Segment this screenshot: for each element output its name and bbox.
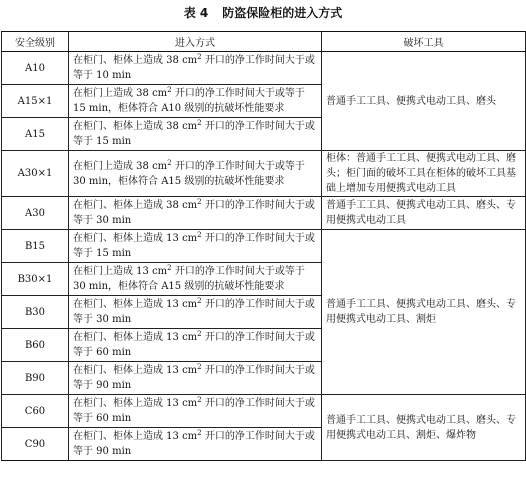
area-exponent: 2 xyxy=(167,86,172,94)
table-row xyxy=(2,197,526,230)
entry-method-table xyxy=(1,31,526,461)
security-level-cell: B30×1 xyxy=(2,263,69,296)
entry-text-end: 开口的净工作时间大于或等于 15 min xyxy=(73,121,315,147)
entry-text-end: 开口的净工作时间大于或等于 15 min，柜体符合 A10 级别的抗破坏性能要求 xyxy=(73,88,305,114)
entry-text-start: 在柜门、柜体上造成 13 cm xyxy=(73,299,198,310)
security-level-cell: B30 xyxy=(2,296,69,329)
entry-text-start: 在柜门上造成 38 cm xyxy=(73,88,168,99)
header-row xyxy=(2,32,526,52)
entry-text-end: 开口的净工作时间大于或等于 60 min xyxy=(73,332,315,358)
area-exponent: 2 xyxy=(197,231,202,239)
area-exponent: 2 xyxy=(197,330,202,338)
header-attack-tools: 破坏工具 xyxy=(322,32,526,52)
entry-text-end: 开口的净工作时间大于或等于 30 min，柜体符合 A15 级别的抗破坏性能要求 xyxy=(73,160,305,187)
entry-text-start: 在柜门、柜体上造成 38 cm xyxy=(73,55,198,66)
entry-method-cell xyxy=(69,395,322,428)
entry-text-start: 在柜门上造成 13 cm xyxy=(73,266,168,277)
security-level-cell: C90 xyxy=(2,428,69,461)
table-body xyxy=(2,52,526,461)
area-exponent: 2 xyxy=(197,297,202,305)
table-row xyxy=(2,395,526,428)
area-exponent: 2 xyxy=(197,363,202,371)
area-exponent: 2 xyxy=(197,396,202,404)
security-level-cell: B15 xyxy=(2,230,69,263)
entry-method-cell xyxy=(69,52,322,85)
security-level-cell: B90 xyxy=(2,362,69,395)
entry-method-cell xyxy=(69,263,322,296)
entry-method-cell xyxy=(69,329,322,362)
entry-method-cell xyxy=(69,428,322,461)
entry-text-end: 开口的净工作时间大于或等于 30 min xyxy=(73,200,315,226)
header-security-level: 安全级别 xyxy=(2,32,69,52)
entry-method-cell xyxy=(69,197,322,230)
table-row xyxy=(2,230,526,263)
entry-method-cell xyxy=(69,85,322,118)
entry-text-end: 开口的净工作时间大于或等于 30 min xyxy=(73,299,315,325)
entry-text-end: 开口的净工作时间大于或等于 10 min xyxy=(73,55,315,81)
entry-method-cell xyxy=(69,296,322,329)
entry-text-start: 在柜门、柜体上造成 38 cm xyxy=(73,121,198,132)
entry-text-start: 在柜门、柜体上造成 13 cm xyxy=(73,233,198,244)
entry-text-start: 在柜门、柜体上造成 38 cm xyxy=(73,200,198,211)
table-row xyxy=(2,52,526,85)
entry-method-cell xyxy=(69,151,322,197)
attack-tools-cell: 普通手工工具、便携式电动工具、磨头 xyxy=(322,52,526,151)
security-level-cell: A15 xyxy=(2,118,69,151)
security-level-cell: A10 xyxy=(2,52,69,85)
entry-text-end: 开口的净工作时间大于或等于 15 min xyxy=(73,233,315,259)
area-exponent: 2 xyxy=(197,429,202,437)
area-exponent: 2 xyxy=(197,119,202,127)
entry-method-cell xyxy=(69,230,322,263)
entry-text-end: 开口的净工作时间大于或等于 60 min xyxy=(73,398,315,424)
security-level-cell: A15×1 xyxy=(2,85,69,118)
security-level-cell: A30×1 xyxy=(2,151,69,197)
table-caption: 防盗保险柜的进入方式 xyxy=(222,6,343,20)
area-exponent: 2 xyxy=(167,158,172,167)
entry-text-start: 在柜门、柜体上造成 13 cm xyxy=(73,332,198,343)
attack-tools-cell: 普通手工工具、便携式电动工具、磨头、专用便携式电动工具、割炬 xyxy=(322,230,526,395)
entry-method-cell xyxy=(69,362,322,395)
security-level-cell: C60 xyxy=(2,395,69,428)
entry-text-start: 在柜门、柜体上造成 13 cm xyxy=(73,431,198,442)
table-title xyxy=(0,4,526,22)
attack-tools-cell: 普通手工工具、便携式电动工具、磨头、专用便携式电动工具 xyxy=(322,197,526,230)
table-row xyxy=(2,151,526,197)
area-exponent: 2 xyxy=(197,198,202,206)
entry-method-cell xyxy=(69,118,322,151)
entry-text-end: 开口的净工作时间大于或等于 90 min xyxy=(73,365,315,391)
entry-text-end: 开口的净工作时间大于或等于 90 min xyxy=(73,431,315,457)
area-exponent: 2 xyxy=(167,264,172,272)
entry-text-start: 在柜门、柜体上造成 13 cm xyxy=(73,365,198,376)
security-level-cell: B60 xyxy=(2,329,69,362)
area-exponent: 2 xyxy=(197,53,202,61)
security-level-cell: A30 xyxy=(2,197,69,230)
table-number: 表 4 xyxy=(183,6,209,20)
attack-tools-cell: 普通手工工具、便携式电动工具、磨头、专用便携式电动工具、割炬、爆炸物 xyxy=(322,395,526,461)
attack-tools-cell: 柜体：普通手工工具、便携式电动工具、磨头；柜门面的破坏工具在柜体的破坏工具基础上增加专用便携式电动工具 xyxy=(322,151,526,197)
header-entry-method: 进入方式 xyxy=(69,32,322,52)
entry-text-start: 在柜门、柜体上造成 13 cm xyxy=(73,398,198,409)
entry-text-end: 开口的净工作时间大于或等于 30 min，柜体符合 A15 级别的抗破坏性能要求 xyxy=(73,266,305,292)
entry-text-start: 在柜门上造成 38 cm xyxy=(73,160,168,172)
